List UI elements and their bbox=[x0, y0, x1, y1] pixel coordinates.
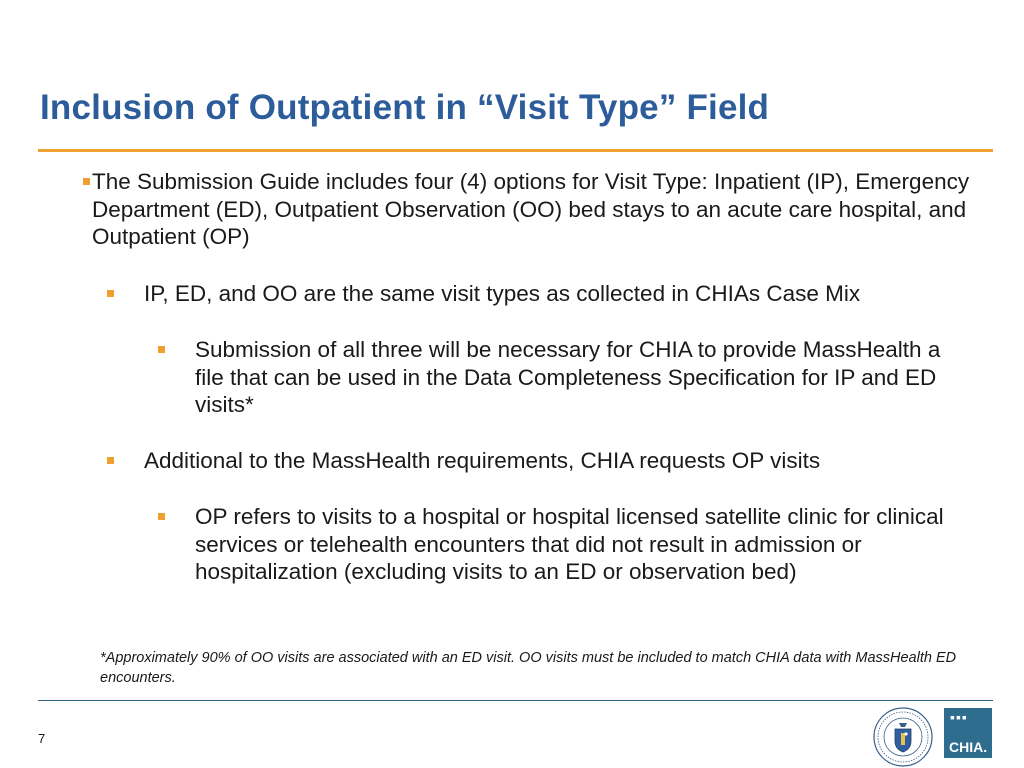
bullet-level-2 bbox=[144, 280, 974, 308]
bullet-text: IP, ED, and OO are the same visit types as collected in CHIAs Case Mix bbox=[144, 281, 861, 306]
chia-logo-dots: ▪▪▪ bbox=[950, 709, 968, 725]
square-bullet-icon bbox=[107, 290, 114, 297]
title-divider bbox=[38, 149, 993, 152]
bullet-level-3 bbox=[195, 503, 975, 586]
bullet-text: OP refers to visits to a hospital or hospital licensed satellite clinic for clinical services or telehealth encounters that did not result in admission or hospitalization (excluding visits to an ED or observation bed) bbox=[195, 504, 944, 584]
footer-divider bbox=[38, 700, 993, 701]
bullet-level-3 bbox=[195, 336, 975, 419]
bullet-level-2 bbox=[144, 447, 974, 475]
slide-title: Inclusion of Outpatient in “Visit Type” Field bbox=[40, 88, 770, 127]
massachusetts-seal-icon bbox=[873, 707, 933, 767]
chia-logo bbox=[944, 708, 992, 758]
square-bullet-icon bbox=[83, 178, 90, 185]
bullet-text: Additional to the MassHealth requirements, CHIA requests OP visits bbox=[144, 448, 821, 473]
bullet-text: Submission of all three will be necessary for CHIA to provide MassHealth a file that can be used in the Data Completeness Specification for IP and ED visits* bbox=[195, 337, 941, 417]
square-bullet-icon bbox=[107, 457, 114, 464]
chia-logo-text: CHIA. bbox=[949, 739, 988, 755]
bullet-text: The Submission Guide includes four (4) options for Visit Type: Inpatient (IP), Emergency Department (ED), Outpatient Observation (OO) bed stays to an acute care hospital, and Outpatient (OP) bbox=[92, 169, 970, 249]
square-bullet-icon bbox=[158, 346, 165, 353]
bullet-level-1 bbox=[92, 168, 972, 251]
square-bullet-icon bbox=[158, 513, 165, 520]
page-number: 7 bbox=[38, 731, 46, 746]
footnote: *Approximately 90% of OO visits are associated with an ED visit. OO visits must be included to match CHIA data with MassHealth ED encounters. bbox=[100, 650, 957, 686]
